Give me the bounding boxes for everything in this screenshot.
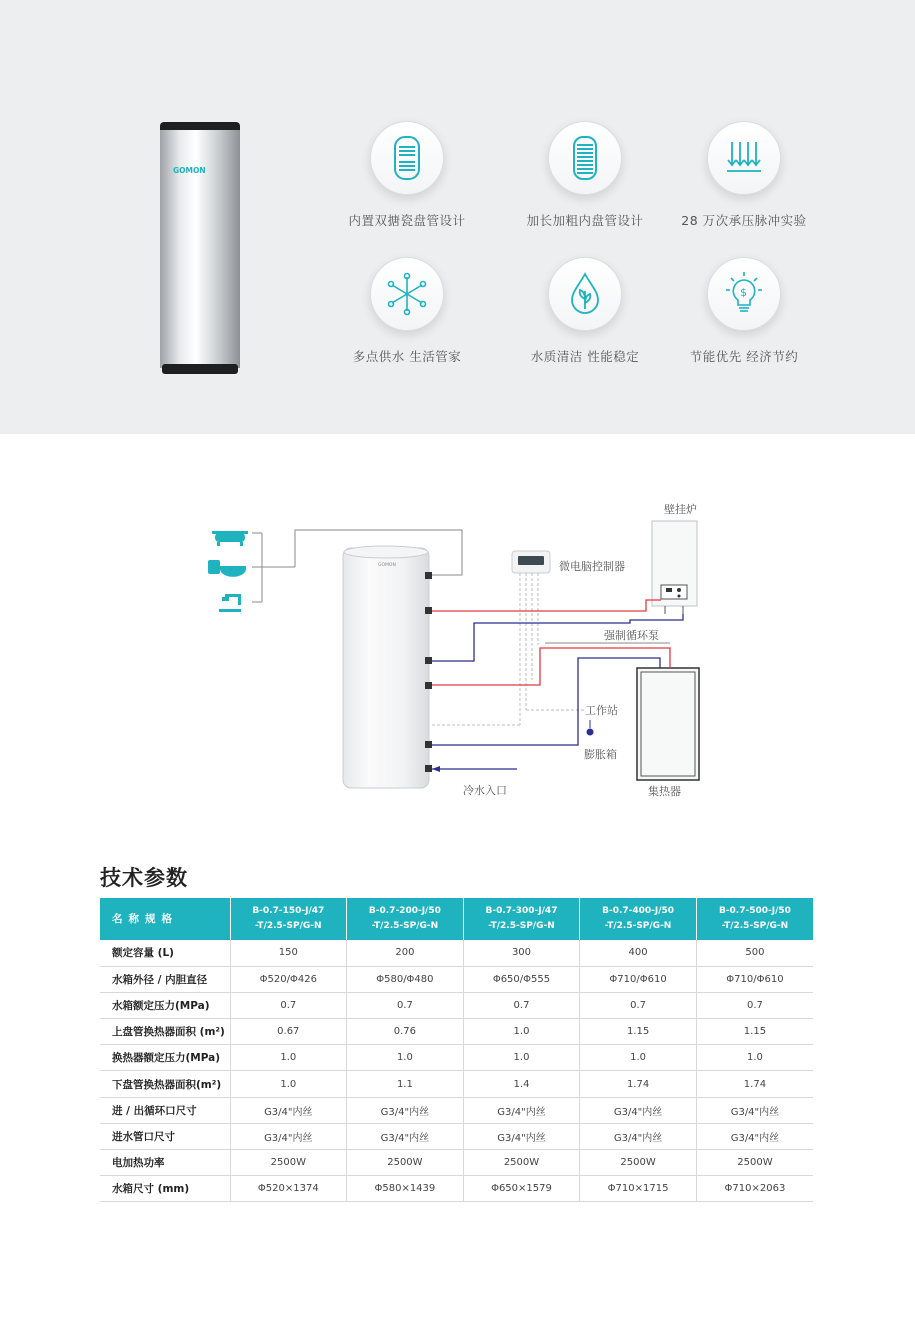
table-cell: 1.1 <box>347 1071 464 1097</box>
table-cell: Φ580/Φ480 <box>347 966 464 992</box>
table-cell: 500 <box>696 940 813 966</box>
feature-label: 内置双搪瓷盘管设计 <box>348 213 466 228</box>
row-label: 上盘管换热器面积 (m²) <box>100 1019 230 1045</box>
feature-pressure-test <box>664 121 824 229</box>
table-cell: Φ710×1715 <box>580 1176 697 1202</box>
table-cell: G3/4"内丝 <box>580 1097 697 1123</box>
table-cell: 1.74 <box>696 1071 813 1097</box>
sink-icon <box>208 560 246 577</box>
table-cell: 0.67 <box>230 1019 347 1045</box>
table-row <box>100 1019 813 1045</box>
table-cell: 0.7 <box>580 992 697 1018</box>
table-row <box>100 992 813 1018</box>
label-boiler: 壁挂炉 <box>664 503 697 516</box>
table-cell: Φ710/Φ610 <box>696 966 813 992</box>
table-cell: 1.0 <box>347 1045 464 1071</box>
row-label: 额定容量 (L) <box>100 940 230 966</box>
table-cell: G3/4"内丝 <box>696 1097 813 1123</box>
table-row <box>100 966 813 992</box>
table-cell: Φ710×2063 <box>696 1176 813 1202</box>
label-expansion-tank: 膨胀箱 <box>584 748 617 761</box>
table-cell: Φ520/Φ426 <box>230 966 347 992</box>
feature-label: 多点供水 生活管家 <box>352 349 462 364</box>
table-row <box>100 1071 813 1097</box>
row-label: 水箱额定压力(MPa) <box>100 992 230 1018</box>
model-header: B-0.7-150-J/47 -T/2.5-SP/G-N <box>230 898 347 940</box>
table-cell: 1.0 <box>580 1045 697 1071</box>
table-cell: 150 <box>230 940 347 966</box>
pressure-arrows-icon <box>707 121 781 195</box>
table-cell: Φ580×1439 <box>347 1176 464 1202</box>
table-cell: 0.7 <box>696 992 813 1018</box>
system-diagram <box>0 480 915 810</box>
table-row <box>100 1123 813 1149</box>
table-cell: 1.74 <box>580 1071 697 1097</box>
table-cell: 1.0 <box>463 1019 580 1045</box>
model-header: B-0.7-300-J/47 -T/2.5-SP/G-N <box>463 898 580 940</box>
table-cell: 200 <box>347 940 464 966</box>
expansion-tank-dot <box>587 729 594 736</box>
table-row <box>100 1150 813 1176</box>
feature-label: 节能优先 经济节约 <box>689 349 799 364</box>
row-label: 水箱外径 / 内胆直径 <box>100 966 230 992</box>
feature-long-coil <box>505 121 665 229</box>
table-cell: 2500W <box>347 1150 464 1176</box>
feature-label: 加长加粗内盘管设计 <box>526 213 644 228</box>
feature-label: 水质清洁 性能稳定 <box>530 349 640 364</box>
table-cell: 1.0 <box>230 1071 347 1097</box>
table-cell: 0.7 <box>347 992 464 1018</box>
spec-title: 技术参数 <box>100 866 188 890</box>
storage-tank <box>343 546 432 788</box>
table-cell: 1.0 <box>230 1045 347 1071</box>
row-label: 进 / 出循环口尺寸 <box>100 1097 230 1123</box>
energy-bulb-icon <box>707 257 781 331</box>
table-cell: 1.15 <box>580 1019 697 1045</box>
long-coil-icon <box>548 121 622 195</box>
spec-header-label: 名称规格 <box>100 898 230 940</box>
feature-water-quality <box>505 257 665 365</box>
row-label: 水箱尺寸 (mm) <box>100 1176 230 1202</box>
table-cell: 2500W <box>230 1150 347 1176</box>
table-cell: 0.76 <box>347 1019 464 1045</box>
controller-device <box>512 551 550 573</box>
spec-header-row <box>100 898 813 940</box>
feature-double-coil <box>327 121 487 229</box>
table-cell: Φ710/Φ610 <box>580 966 697 992</box>
label-cold-inlet: 冷水入口 <box>463 784 507 797</box>
table-row <box>100 940 813 966</box>
table-cell: G3/4"内丝 <box>347 1123 464 1149</box>
model-header: B-0.7-200-J/50 -T/2.5-SP/G-N <box>347 898 464 940</box>
row-label: 进水管口尺寸 <box>100 1123 230 1149</box>
label-pump: 强制循环泵 <box>604 629 659 642</box>
multi-point-icon <box>370 257 444 331</box>
water-drop-icon <box>548 257 622 331</box>
table-cell: 300 <box>463 940 580 966</box>
table-cell: 0.7 <box>463 992 580 1018</box>
model-header: B-0.7-500-J/50 -T/2.5-SP/G-N <box>696 898 813 940</box>
feature-panel <box>0 0 915 434</box>
tank-brand-logo: GOMON <box>173 166 206 175</box>
label-collector: 集热器 <box>648 785 681 798</box>
solar-collector <box>637 668 699 780</box>
table-cell: G3/4"内丝 <box>230 1097 347 1123</box>
table-cell: Φ650/Φ555 <box>463 966 580 992</box>
feature-energy-saving <box>664 257 824 365</box>
tank-brand-logo: GOMON <box>378 563 396 568</box>
water-tank-image <box>159 120 241 378</box>
table-row <box>100 1045 813 1071</box>
table-cell: G3/4"内丝 <box>463 1097 580 1123</box>
table-row <box>100 1097 813 1123</box>
svg-text:$: $ <box>740 286 747 299</box>
table-cell: G3/4"内丝 <box>347 1097 464 1123</box>
table-cell: Φ520×1374 <box>230 1176 347 1202</box>
feature-multi-point <box>327 257 487 365</box>
table-cell: 1.4 <box>463 1071 580 1097</box>
table-cell: 2500W <box>580 1150 697 1176</box>
table-cell: 2500W <box>696 1150 813 1176</box>
table-cell: 0.7 <box>230 992 347 1018</box>
row-label: 电加热功率 <box>100 1150 230 1176</box>
table-cell: 1.0 <box>696 1045 813 1071</box>
spec-table <box>100 898 813 1202</box>
label-controller: 微电脑控制器 <box>559 560 625 573</box>
table-row <box>100 1176 813 1202</box>
table-cell: 1.15 <box>696 1019 813 1045</box>
model-header: B-0.7-400-J/50 -T/2.5-SP/G-N <box>580 898 697 940</box>
diagram-canvas <box>0 480 915 810</box>
table-cell: G3/4"内丝 <box>230 1123 347 1149</box>
table-cell: 1.0 <box>463 1045 580 1071</box>
table-cell: Φ650×1579 <box>463 1176 580 1202</box>
table-cell: G3/4"内丝 <box>580 1123 697 1149</box>
table-cell: G3/4"内丝 <box>463 1123 580 1149</box>
table-cell: 2500W <box>463 1150 580 1176</box>
table-cell: 400 <box>580 940 697 966</box>
label-station: 工作站 <box>585 704 618 717</box>
double-coil-icon <box>370 121 444 195</box>
row-label: 下盘管换热器面积(m²) <box>100 1071 230 1097</box>
bathtub-icon <box>212 531 248 546</box>
table-cell: G3/4"内丝 <box>696 1123 813 1149</box>
shower-icon <box>219 594 241 612</box>
feature-label: 28 万次承压脉冲实验 <box>681 213 807 228</box>
row-label: 换热器额定压力(MPa) <box>100 1045 230 1071</box>
